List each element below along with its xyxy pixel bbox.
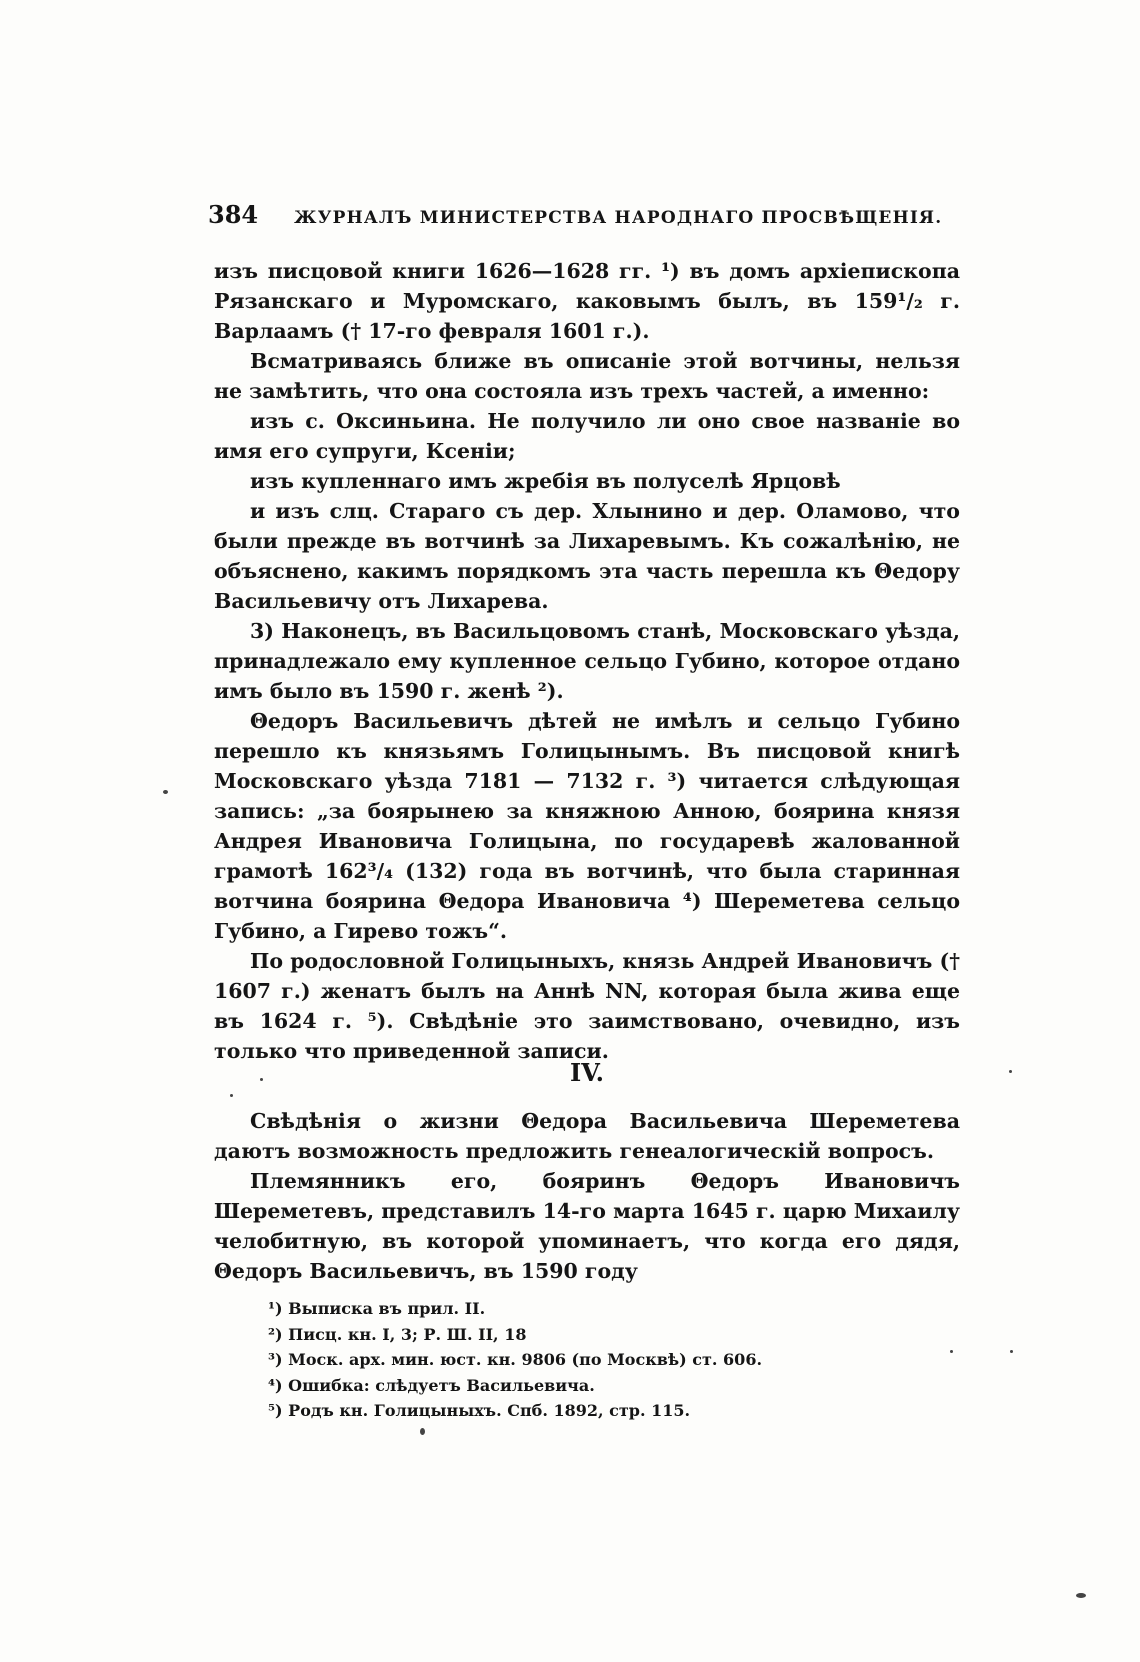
footnote-text: Моск. арх. мин. юст. кн. 9806 (по Москвѣ) ст. 606. bbox=[288, 1350, 763, 1369]
footnote bbox=[268, 1347, 968, 1373]
section-body-text bbox=[214, 1106, 960, 1286]
scan-speck bbox=[420, 1428, 425, 1435]
paragraph: и изъ слц. Стараго съ дер. Хлынино и дер. Оламово, что были прежде въ вотчинѣ за Лихаревымъ. Къ сожалѣнію, не объяснено, какимъ порядкомъ эта часть перешла къ Θедору Васильевичу отъ Лихарева. bbox=[214, 499, 960, 613]
scan-speck bbox=[230, 1094, 233, 1097]
page-number: 384 bbox=[208, 200, 259, 229]
scan-speck bbox=[163, 790, 168, 794]
scan-speck bbox=[260, 1078, 263, 1081]
paragraph: Племянникъ его, бояринъ Θедоръ Ивановичъ Шереметевъ, представилъ 14-го марта 1645 г. царю Михаилу челобитную, въ которой упоминаетъ, что когда его дядя, Θедоръ Васильевичъ, въ 1590 году bbox=[214, 1169, 960, 1283]
scan-speck bbox=[1009, 1070, 1012, 1073]
paragraph: изъ с. Оксиньина. Не получило ли оно свое названіе во имя его супруги, Ксеніи; bbox=[214, 409, 960, 463]
paragraph: изъ купленнаго имъ жребія въ полуселѣ Ярцовѣ bbox=[250, 469, 841, 493]
paragraph: По родословной Голицыныхъ, князь Андрей Ивановичъ († 1607 г.) женатъ былъ на Аннѣ NN, которая была жива еще въ 1624 г. ⁵). Свѣдѣніе это заимствовано, очевидно, изъ только что приведенной записи. bbox=[214, 949, 960, 1063]
footnote-mark: ⁵) bbox=[268, 1401, 283, 1420]
paragraph: Всматриваясь ближе въ описаніе этой вотчины, нельзя не замѣтить, что она состояла изъ трехъ частей, а именно: bbox=[214, 349, 960, 403]
paragraph: Θедоръ Васильевичъ дѣтей не имѣлъ и сельцо Губино перешло къ князьямъ Голицынымъ. Въ писцовой книгѣ Московскаго уѣзда 7181 — 7132 г. ³) читается слѣдующая запись: „за боярынею за княжною Анною, боярина князя Андрея Ивановича Голицына, по государевѣ жалованной грамотѣ 162³/₄ (132) года въ вотчинѣ, что была старинная вотчина боярина Θедора Ивановича ⁴) Шереметева сельцо Губино, а Гирево тожъ“. bbox=[214, 709, 960, 943]
footnote bbox=[268, 1322, 968, 1348]
footnote-text: Ошибка: слѣдуетъ Васильевича. bbox=[288, 1375, 595, 1395]
footnote-text: Писц. кн. I, 3; Р. Ш. II, 18 bbox=[288, 1324, 527, 1344]
footnote bbox=[268, 1398, 968, 1424]
scan-speck bbox=[1010, 1350, 1013, 1353]
footnote-mark: ¹) bbox=[268, 1299, 283, 1318]
paragraph: Свѣдѣнія о жизни Θедора Васильевича Шереметева даютъ возможность предложить генеалогическій вопросъ. bbox=[214, 1109, 960, 1163]
scan-speck bbox=[1076, 1593, 1086, 1598]
paragraph: 3) Наконецъ, въ Васильцовомъ станѣ, Московскаго уѣзда, принадлежало ему купленное сельцо Губино, которое отдано имъ было въ 1590 г. женѣ ²). bbox=[214, 619, 960, 703]
footnote-text: Родъ кн. Голицыныхъ. Спб. 1892, стр. 115. bbox=[288, 1401, 691, 1420]
footnotes bbox=[268, 1296, 968, 1424]
scan-speck bbox=[950, 1350, 953, 1353]
paragraph: изъ писцовой книги 1626—1628 гг. ¹) въ домъ архіепископа Рязанскаго и Муромскаго, каковымъ былъ, въ 159¹/₂ г. Варлаамъ († 17-го февраля 1601 г.). bbox=[214, 259, 960, 343]
page-header bbox=[208, 200, 960, 236]
running-head: ЖУРНАЛЪ МИНИСТЕРСТВА НАРОДНАГО ПРОСВѢЩЕНІЯ. bbox=[294, 208, 943, 228]
footnote-text: Выписка въ прил. II. bbox=[288, 1299, 486, 1318]
body-text bbox=[214, 256, 960, 1066]
footnote bbox=[268, 1296, 968, 1322]
footnote-mark: ²) bbox=[268, 1324, 283, 1344]
section-heading: IV. bbox=[569, 1058, 604, 1087]
footnote bbox=[268, 1373, 968, 1399]
footnote-mark: ³) bbox=[268, 1350, 283, 1369]
footnote-mark: ⁴) bbox=[268, 1375, 283, 1395]
